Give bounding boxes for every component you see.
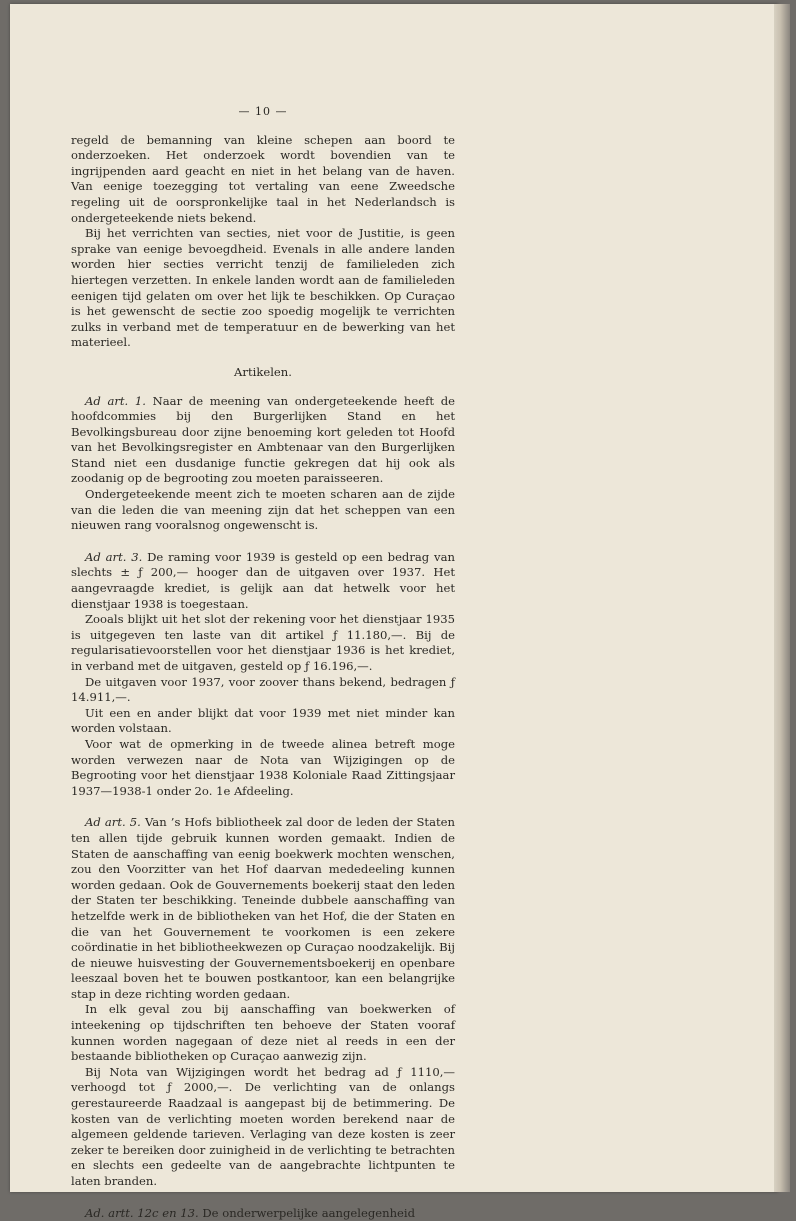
article-3-ref: Ad art. 3. [85,549,143,564]
section-heading: Artikelen. [234,364,292,379]
article-3-paragraph [71,550,455,612]
article-1-paragraph-2: Ondergeteekende meent zich te moeten scharen aan de zijde van die leden die van meening zijn dat het scheppen van een nieuwen rang vooralsnog ongewenscht is. [71,487,455,533]
article-5-paragraph-3: Bij Nota van Wijzigingen wordt het bedrag ad ƒ 1110,— verhoogd tot ƒ 2000,—. De verlichting van de onlangs gerestaureerde Raadzaal is aangepast bij de betimmering. De kosten van de verlichting moeten worden berekend naar de algemeen geldende tarieven. Verlaging van deze kosten is zeer zeker te bereiken door zuinigheid in de verlichting te betrachten en slechts een gedeelte van de aangebrachte lichtpunten te laten branden. [71,1064,455,1188]
document-page [10,4,778,1220]
article-3-text: De raming voor 1939 is gesteld op een bedrag van slechts ± ƒ 200,— hooger dan de uitgaven over 1937. Het aangevraagde krediet, is gelijk aan dat hetwelk voor het dienstjaar 1938 is toegestaan. [71,549,455,611]
article-3-paragraph-2: Zooals blijkt uit het slot der rekening voor het dienstjaar 1935 is uitgegeven ten laste van dit artikel ƒ 11.180,—. Bij de regularisatievoorstellen voor het dienstjaar 1936 is het krediet, in verband met de uitgaven, gesteld op ƒ 16.196,—. [71,612,455,673]
article-3-paragraph-3: De uitgaven voor 1937, voor zoover thans bekend, bedragen ƒ 14.911,—. [71,674,455,705]
article-3-paragraph-4: Uit een en ander blijkt dat voor 1939 met niet minder kan worden volstaan. [71,705,455,736]
paragraph-2: Bij het verrichten van secties, niet voor de Justitie, is geen sprake van eenige bevoegdheid. Evenals in alle andere landen worden hier secties verricht tenzij de familieleden zich hiertegen verzetten. In enkele landen wordt aan de familieleden eenigen tijd gelaten om over het lijk te beschikken. Op Curaçao is het gewenscht de sectie zoo spoedig mogelijk te verrichten zulks in verband met de temperatuur en de bewerking van het materieel. [71,226,455,350]
article-12-text: De onderwerpelijke aangelegenheid [202,1205,416,1220]
article-5-paragraph-2: In elk geval zou bij aanschaffing van boekwerken of inteekening op tijdschriften ten behoeve der Staten vooraf kunnen worden nagegaan of deze niet al reeds in een der bestaande bibliotheken op Curaçao aanwezig zijn. [71,1002,455,1064]
article-5-paragraph [71,815,455,1002]
article-1-text: Naar de meening van ondergeteekende heeft de hoofdcommies bij den Burgerlijken Stand en het Bevolkingsbureau door zijne benoeming kort geleden tot Hoofd van het Bevolkingsregister en Ambtenaar van den Burgerlijken Stand niet een dusdanige functie gekregen dat hij ook als zoodanig op de begrooting zou moeten paraisseeren. [71,393,455,486]
article-5-text: Van ’s Hofs bibliotheek zal door de leden der Staten ten allen tijde gebruik kunnen worden gemaakt. Indien de Staten de aanschaffing van eenig boekwerk mochten wenschen, zou den Voorzitter van het Hof daarvan mededeeling kunnen worden gedaan. Ook de Gouvernements boekerij staat den leden der Staten ter beschikking. Teneinde dubbele aanschaffing van hetzelfde werk in de bibliotheken van het Hof, die der Staten en die van het Gouvernement te voorkomen is een zekere coördinatie in het bibliotheekwezen op Curaçao noodzakelijk. Bij de nieuwe huisvesting der Gouvernementsboekerij en openbare leeszaal boven het te bouwen postkantoor, kan een belangrijke stap in deze richting worden gedaan. [71,815,455,1001]
page-edge [774,4,790,1192]
paragraph-1: regeld de bemanning van kleine schepen aan boord te onderzoeken. Het onderzoek wordt bovendien van te ingrijpenden aard geacht en niet in het belang van de haven. Van eenige toezegging tot vertaling van eene Zweedsche regeling uit de oorspronkelijke taal in het Nederlandsch is ondergeteekende niets bekend. [71,132,455,225]
article-3-paragraph-5: Voor wat de opmerking in de tweede alinea betreft moge worden verwezen naar de Nota van Wijzigingen op de Begrooting voor het dienstjaar 1938 Koloniale Raad Zittingsjaar 1937—1938-1 onder 2o. 1e Afdeeling. [71,736,455,798]
page-number: — 10 — [238,105,288,118]
article-1-paragraph [71,394,455,488]
page-content [71,104,455,1221]
article-12-paragraph [71,1206,455,1221]
article-5-ref: Ad art. 5. [85,815,141,830]
article-12-ref: Ad. artt. 12c en 13. [85,1205,199,1220]
article-1-ref: Ad art. 1. [85,393,146,408]
